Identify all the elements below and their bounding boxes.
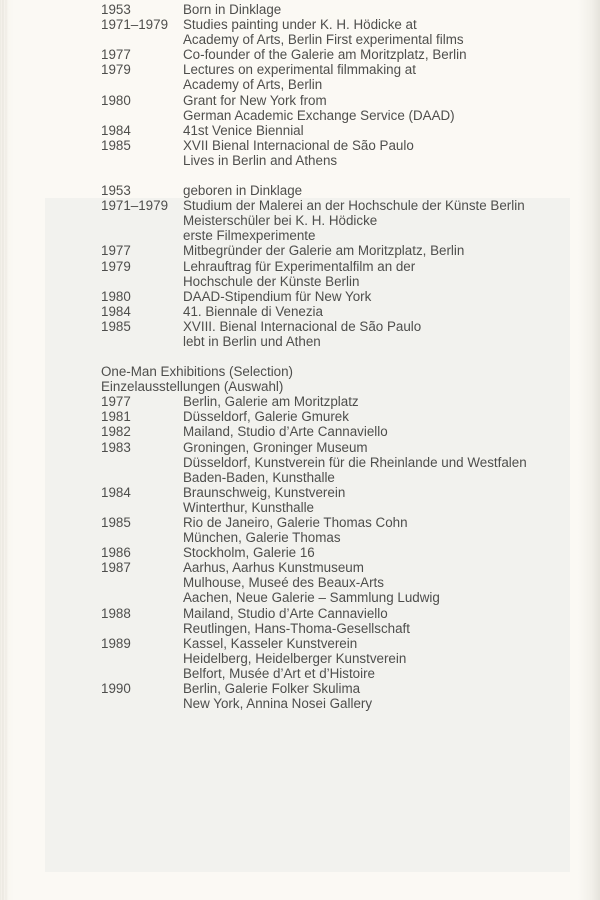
year-label — [101, 32, 183, 47]
biography-row — [101, 334, 571, 349]
exhibition-row — [101, 575, 571, 590]
year-label: 1971–1979 — [101, 198, 169, 214]
entry-text: Aachen, Neue Galerie – Sammlung Ludwig — [183, 590, 440, 606]
entry-text: XVII Bienal Internacional de São Paulo — [183, 137, 414, 153]
year-label — [101, 77, 183, 92]
entry-text: Winterthur, Kunsthalle — [183, 499, 314, 515]
biography-row — [101, 17, 571, 32]
year-label: 1987 — [101, 560, 131, 576]
biography-row — [101, 183, 571, 198]
exhibitions-section — [101, 364, 571, 711]
year-label: 1980 — [101, 288, 131, 304]
entry-text: XVIII. Bienal Internacional de São Paulo — [183, 318, 422, 334]
year-label — [101, 696, 183, 711]
exhibition-row — [101, 560, 571, 575]
year-label: 1985 — [101, 137, 131, 153]
year-label: 1979 — [101, 62, 131, 78]
page-gutter — [0, 0, 14, 900]
biography-row — [101, 304, 571, 319]
year-label — [101, 590, 183, 605]
entry-text: Mailand, Studio d’Arte Cannaviello — [183, 605, 388, 621]
year-label: 1984 — [101, 484, 131, 500]
exhibitions-heading-german: Einzelausstellungen (Auswahl) — [101, 379, 284, 395]
exhibition-row — [101, 500, 571, 515]
year-label — [101, 530, 183, 545]
biography-row — [101, 213, 571, 228]
page-edge-shadow — [578, 0, 600, 900]
year-label — [101, 470, 183, 485]
page-content — [101, 2, 571, 711]
biography-row — [101, 77, 571, 92]
year-label: 1985 — [101, 318, 131, 334]
year-label: 1977 — [101, 394, 131, 410]
exhibition-row — [101, 696, 571, 711]
entry-text: Studium der Malerei an der Hochschule der Künste Berlin — [183, 198, 525, 214]
entry-text: Lehrauftrag für Experimentalfilm an der — [183, 258, 416, 274]
year-label: 1986 — [101, 545, 131, 561]
entry-text: Co-founder of the Galerie am Moritzplatz, Berlin — [183, 47, 467, 63]
entry-text: Born in Dinklage — [183, 2, 282, 17]
biography-english — [101, 2, 571, 168]
entry-text: Meisterschüler bei K. H. Hödicke — [183, 213, 378, 229]
entry-text: Studies painting under K. H. Hödicke at — [183, 17, 417, 33]
entry-text: 41st Venice Biennial — [183, 122, 304, 138]
year-label: 1977 — [101, 47, 131, 63]
entry-text: Düsseldorf, Galerie Gmurek — [183, 409, 349, 425]
entry-text: Rio de Janeiro, Galerie Thomas Cohn — [183, 515, 408, 530]
entry-text: Hochschule der Künste Berlin — [183, 273, 360, 289]
year-label — [101, 455, 183, 470]
entry-text: New York, Annina Nosei Gallery — [183, 696, 373, 712]
year-label: 1953 — [101, 2, 131, 17]
entry-text: geboren in Dinklage — [183, 183, 303, 199]
exhibitions-heading-english: One-Man Exhibitions (Selection) — [101, 364, 294, 380]
year-label: 1984 — [101, 303, 131, 319]
entry-text: Grant for New York from — [183, 92, 327, 108]
exhibition-row — [101, 545, 571, 560]
exhibition-row — [101, 424, 571, 439]
entry-text: German Academic Exchange Service (DAAD) — [183, 107, 455, 123]
biography-german — [101, 183, 571, 349]
year-label: 1989 — [101, 635, 131, 651]
entry-text: Kassel, Kasseler Kunstverein — [183, 635, 358, 651]
entry-text: Academy of Arts, Berlin First experimental films — [183, 32, 464, 48]
year-label: 1953 — [101, 183, 131, 199]
biography-row — [101, 2, 571, 17]
exhibition-row — [101, 681, 571, 696]
entry-text: Berlin, Galerie Folker Skulima — [183, 681, 361, 697]
entry-text: Stockholm, Galerie 16 — [183, 545, 315, 561]
year-label — [101, 500, 183, 515]
year-label: 1990 — [101, 681, 131, 697]
year-label: 1988 — [101, 605, 131, 621]
entry-text: Belfort, Musée d’Art et d’Histoire — [183, 665, 376, 681]
exhibition-row — [101, 621, 571, 636]
year-label: 1977 — [101, 243, 131, 259]
biography-row — [101, 93, 571, 108]
year-label — [101, 666, 183, 681]
entry-text: Mulhouse, Museé des Beaux-Arts — [183, 575, 384, 591]
year-label: 1971–1979 — [101, 17, 169, 33]
entry-text: 41. Biennale di Venezia — [183, 303, 323, 319]
entry-text: Mitbegründer der Galerie am Moritzplatz, Berlin — [183, 243, 465, 259]
entry-text: Berlin, Galerie am Moritzplatz — [183, 394, 359, 410]
exhibition-row — [101, 440, 571, 455]
year-label — [101, 153, 183, 168]
entry-text: München, Galerie Thomas — [183, 530, 341, 546]
year-label — [101, 213, 183, 228]
year-label: 1983 — [101, 439, 131, 455]
biography-row — [101, 138, 571, 153]
biography-row — [101, 228, 571, 243]
year-label: 1981 — [101, 409, 131, 425]
exhibition-row — [101, 455, 571, 470]
biography-row — [101, 47, 571, 62]
biography-row — [101, 62, 571, 77]
year-label: 1984 — [101, 122, 131, 138]
biography-row — [101, 259, 571, 274]
exhibition-row — [101, 394, 571, 409]
exhibition-row — [101, 651, 571, 666]
year-label: 1980 — [101, 92, 131, 108]
year-label: 1982 — [101, 424, 131, 440]
entry-text: Düsseldorf, Kunstverein für die Rheinlande und Westfalen — [183, 454, 527, 470]
entry-text: Academy of Arts, Berlin — [183, 77, 323, 93]
year-label — [101, 334, 183, 349]
exhibition-row — [101, 515, 571, 530]
entry-text: Baden-Baden, Kunsthalle — [183, 469, 335, 485]
biography-row — [101, 198, 571, 213]
biography-row — [101, 274, 571, 289]
biography-row — [101, 243, 571, 258]
year-label — [101, 274, 183, 289]
entry-text: erste Filmexperimente — [183, 228, 316, 244]
entry-text: DAAD-Stipendium für New York — [183, 288, 372, 304]
entry-text: Mailand, Studio d’Arte Cannaviello — [183, 424, 388, 440]
exhibition-row — [101, 470, 571, 485]
exhibition-row — [101, 666, 571, 681]
exhibition-row — [101, 530, 571, 545]
year-label: 1985 — [101, 515, 131, 530]
entry-text: Lectures on experimental filmmaking at — [183, 62, 416, 78]
exhibition-row — [101, 409, 571, 424]
entry-text: Aarhus, Aarhus Kunstmuseum — [183, 560, 364, 576]
year-label: 1979 — [101, 258, 131, 274]
entry-text: Braunschweig, Kunstverein — [183, 484, 346, 500]
year-label — [101, 228, 183, 243]
biography-row — [101, 289, 571, 304]
entry-text: Reutlingen, Hans-Thoma-Gesellschaft — [183, 620, 411, 636]
year-label — [101, 575, 183, 590]
exhibitions-list — [101, 394, 571, 711]
biography-row — [101, 108, 571, 123]
entry-text: lebt in Berlin und Athen — [183, 333, 321, 349]
entry-text: Heidelberg, Heidelberger Kunstverein — [183, 650, 407, 666]
exhibition-row — [101, 590, 571, 605]
exhibition-row — [101, 485, 571, 500]
year-label — [101, 621, 183, 636]
biography-row — [101, 319, 571, 334]
exhibition-row — [101, 606, 571, 621]
year-label — [101, 108, 183, 123]
exhibition-row — [101, 636, 571, 651]
biography-row — [101, 153, 571, 168]
entry-text: Groningen, Groninger Museum — [183, 439, 368, 455]
biography-row — [101, 32, 571, 47]
entry-text: Lives in Berlin and Athens — [183, 152, 338, 168]
biography-row — [101, 123, 571, 138]
year-label — [101, 651, 183, 666]
